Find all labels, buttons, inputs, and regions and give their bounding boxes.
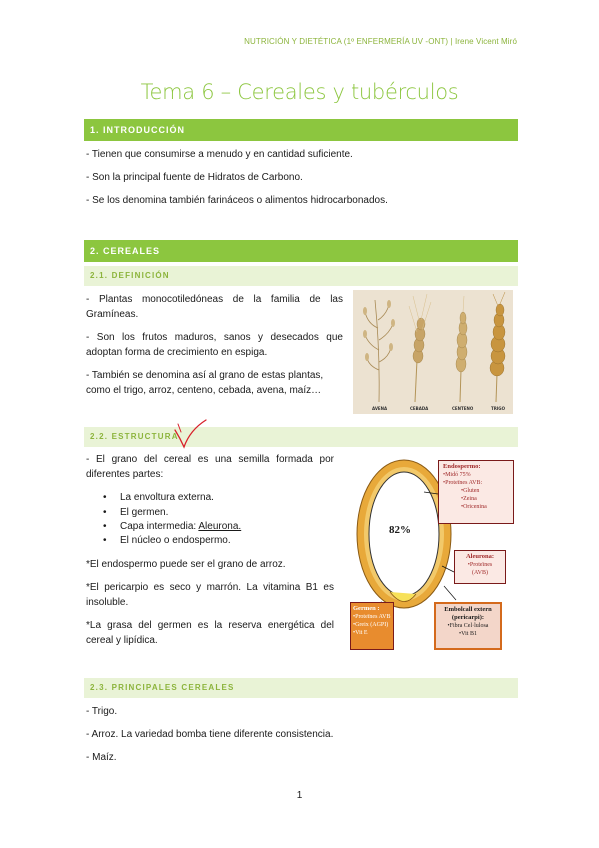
diagram-box-aleurona — [454, 550, 506, 584]
page-number: 1 — [296, 790, 303, 801]
diagram-box-germen — [350, 602, 394, 650]
embolcall-item: •Vit B1 — [459, 631, 477, 637]
germen-item: •Proteïnes AVB — [353, 614, 391, 620]
photo-label-trigo: TRIGO — [491, 406, 505, 411]
cereal-grains-photo — [353, 290, 513, 414]
bullet-text: La envoltura externa. — [120, 492, 214, 503]
diagram-box-embolcall — [434, 602, 502, 650]
diagram-percent-label: 82% — [389, 524, 411, 536]
embolcall-subtitle: (pericarpi): — [451, 614, 485, 621]
bullet-item: • La envoltura externa. — [103, 492, 214, 503]
endospermo-item: •Oricenina — [461, 504, 487, 510]
aleurona-item: (AVB) — [472, 570, 488, 576]
handwritten-checkmark — [172, 416, 212, 452]
embolcall-title: Embolcall extern — [444, 606, 492, 613]
endospermo-item: •Zeina — [461, 496, 477, 502]
intro-paragraph-2: - Son la principal fuente de Hidratos de Carbono. — [86, 172, 303, 183]
photo-label-cebada: CEBADA — [410, 406, 429, 411]
photo-label-avena: AVENA — [372, 406, 388, 411]
estructura-note-1: *El endospermo puede ser el grano de arroz. — [86, 559, 286, 570]
grain-structure-diagram — [346, 452, 518, 658]
intro-paragraph-1: - Tienen que consumirse a menudo y en cantidad suficiente. — [86, 149, 353, 160]
definicion-paragraph-1: - Plantas monocotiledóneas de la familia de las Gramíneas. — [86, 294, 343, 320]
subsection-heading-principales: 2.3. PRINCIPALES CEREALES — [84, 678, 518, 698]
definicion-paragraph-2: - Son los frutos maduros, sanos y desecados que adoptan forma de crecimiento en espiga. — [86, 332, 343, 358]
principales-paragraph-3: - Maíz. — [86, 752, 117, 763]
endospermo-item: •Midó 75% — [443, 472, 471, 478]
principales-paragraph-2: - Arroz. La variedad bomba tiene diferente consistencia. — [86, 729, 334, 740]
bullet-underlined-term: Aleurona. — [198, 521, 242, 532]
section-heading-introduccion: 1. INTRODUCCIÓN — [84, 119, 518, 141]
subsection-heading-estructura: 2.2. ESTRUCTURA — [84, 427, 518, 447]
endospermo-item: •Gluten — [461, 488, 480, 494]
estructura-note-3: *La grasa del germen es la reserva energética del cereal y lipídica. — [86, 620, 334, 646]
subsection-heading-definicion: 2.1. DEFINICIÓN — [84, 266, 518, 286]
estructura-note-2: *El pericarpio es seco y marrón. La vitamina B1 es insoluble. — [86, 582, 334, 608]
page-title: Tema 6 – Cereales y tubérculos — [140, 80, 459, 104]
definicion-paragraph-3: - También se denomina así al grano de estas plantas, como el trigo, arroz, centeno, cebada, avena, maíz… — [86, 370, 324, 396]
bullet-item: • El núcleo o endospermo. — [103, 535, 231, 546]
principales-paragraph-1: - Trigo. — [86, 706, 118, 717]
diagram-box-endospermo — [438, 460, 514, 524]
aleurona-item: •Proteïnes — [467, 562, 493, 568]
aleurona-title: Aleurona: — [465, 553, 495, 560]
photo-label-centeno: CENTENO — [452, 406, 474, 411]
endospermo-title: Endospermo: — [443, 463, 481, 470]
germen-title: Germen : — [353, 605, 380, 612]
estructura-intro: - El grano del cereal es una semilla formada por diferentes partes: — [86, 454, 334, 480]
running-header: NUTRICIÓN Y DIETÉTICA (1º ENFERMERÍA UV -ONT) | Irene Vicent Miró — [244, 37, 517, 46]
endospermo-item: •Proteïnes AVB: — [443, 480, 483, 486]
section-heading-cereales: 2. CEREALES — [84, 240, 518, 262]
bullet-text: El núcleo o endospermo. — [120, 535, 231, 546]
germen-item: •Vit E — [353, 630, 368, 636]
embolcall-item: •Fibra Cel·lulosa — [447, 623, 489, 629]
bullet-item: • Capa intermedia: Aleurona. — [103, 521, 242, 532]
bullet-text: El germen. — [120, 507, 169, 518]
germen-item: •Greix (AGPI) — [353, 622, 389, 628]
intro-paragraph-3: - Se los denomina también farináceos o alimentos hidrocarbonados. — [86, 195, 388, 206]
bullet-item: • El germen. — [103, 507, 169, 518]
bullet-text: Capa intermedia: — [120, 521, 199, 532]
